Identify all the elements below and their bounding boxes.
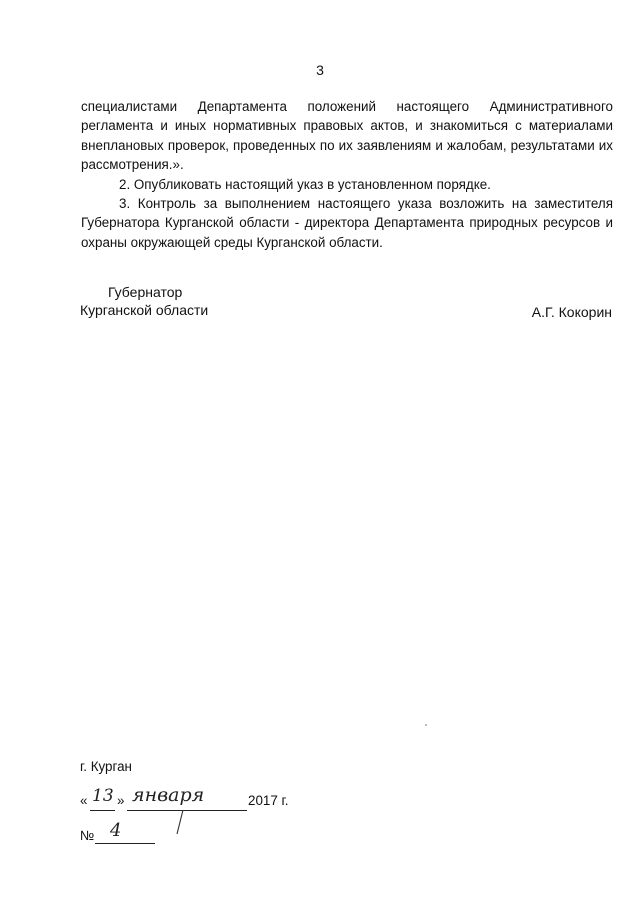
pen-stroke-mark [174,808,186,836]
paragraph-continuation: специалистами Департамента положений настоящего Административного регламента и иных нормативных правовых актов, и знакомиться с материалами внеплановых проверок, проведенных по их заявлениям и жалобам, результатами их рассмотрения.». [81,99,613,173]
paragraph-item-3: 3. Контроль за выполнением настоящего указа возложить на заместителя Губернатора Курганской области - директора Департамента природных ресурсов и охраны окружающей среды Курганской области. [81,196,613,250]
quote-open: « [80,793,88,808]
scan-speck [425,724,427,726]
number-label: № [80,828,95,843]
city-label: г. Курган [80,759,132,774]
number-underline [95,843,155,844]
date-line [80,786,340,816]
paragraph-item-2: 2. Опубликовать настоящий указ в установленном порядке. [119,176,491,192]
quote-close: » [117,793,125,808]
handwritten-number: 4 [110,820,122,841]
page-number: 3 [316,62,324,78]
month-underline [127,810,247,811]
body-text [81,97,613,252]
handwritten-day: 13 [92,786,114,806]
day-underline [90,810,115,811]
handwritten-month: января [132,784,205,806]
signatory-name: А.Г. Кокорин [531,304,612,320]
signatory-title: Губернатор [108,284,183,300]
year-label: 2017 г. [248,793,289,808]
signatory-region: Курганской области [80,302,209,318]
